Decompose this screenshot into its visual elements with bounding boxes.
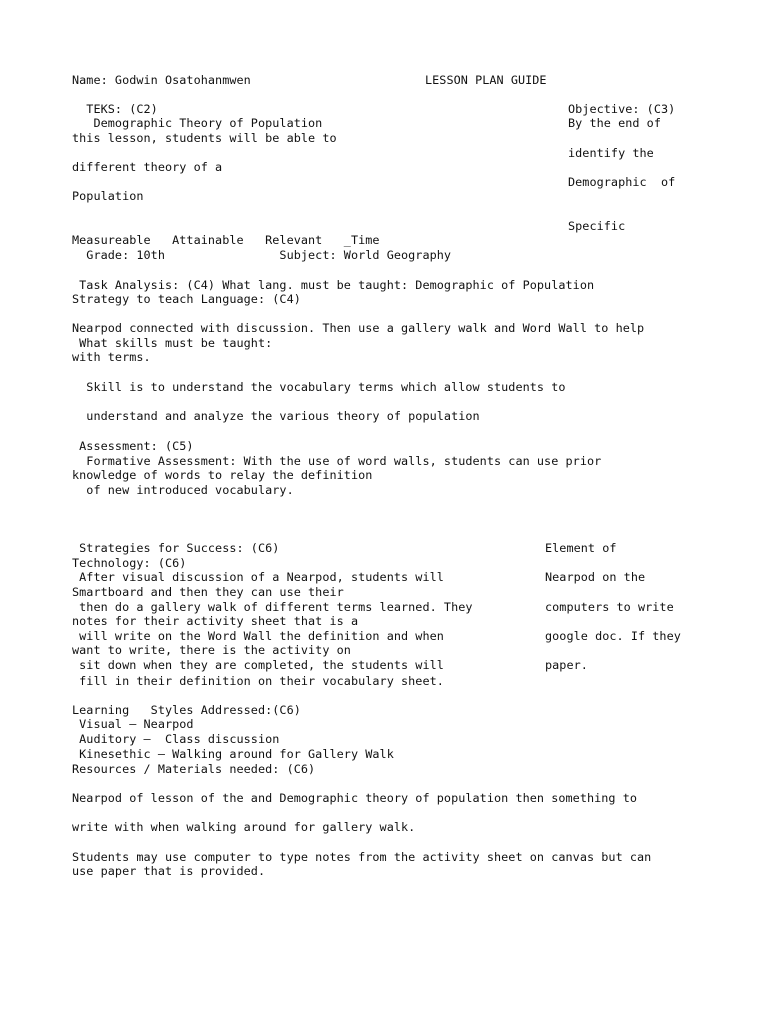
technology-line: Element of	[545, 541, 617, 555]
learning-style-item: Auditory – Class discussion	[72, 732, 280, 746]
body-line: different theory of a	[72, 160, 223, 174]
body-line: understand and analyze the various theory of population	[72, 409, 480, 423]
body-line: will write on the Word Wall the definition and when	[72, 629, 444, 643]
assessment-label: Assessment: (C5)	[72, 439, 194, 453]
skills-label: What skills must be taught:	[72, 336, 273, 350]
objective-line: identify the	[568, 146, 654, 160]
task-analysis: Task Analysis: (C4) What lang. must be taught: Demographic of Population	[72, 278, 595, 292]
body-line: Students may use computer to type notes from the activity sheet on canvas but can	[72, 850, 652, 864]
objective-label: Objective: (C3)	[568, 102, 676, 116]
body-line: After visual discussion of a Nearpod, students will	[72, 570, 444, 584]
learning-styles-label: Learning Styles Addressed:(C6)	[72, 703, 301, 717]
technology-line: paper.	[545, 658, 588, 672]
technology-line: google doc. If they	[545, 629, 681, 643]
teks-topic: Demographic Theory of Population	[72, 116, 323, 130]
objective-line: Demographic of	[568, 175, 676, 189]
body-line: use paper that is provided.	[72, 864, 266, 878]
learning-style-item: Kinesethic – Walking around for Gallery Walk	[72, 747, 394, 761]
learning-style-item: Visual – Nearpod	[72, 717, 194, 731]
body-line: Smartboard and then they can use their	[72, 585, 344, 599]
technology-line: Nearpod on the	[545, 570, 646, 584]
smart-criteria: Measureable Attainable Relevant _Time	[72, 233, 380, 247]
body-line: Population	[72, 189, 144, 203]
objective-line: By the end of	[568, 116, 661, 130]
body-line: Nearpod of lesson of the and Demographic theory of population then something to	[72, 791, 638, 805]
objective-line: Specific	[568, 219, 626, 233]
body-line: then do a gallery walk of different terms learned. They	[72, 600, 473, 614]
author-name: Name: Godwin Osatohanmwen	[72, 73, 251, 87]
body-line: write with when walking around for gallery walk.	[72, 820, 416, 834]
resources-label: Resources / Materials needed: (C6)	[72, 762, 316, 776]
technology-line: computers to write	[545, 600, 674, 614]
document-title: LESSON PLAN GUIDE	[425, 73, 547, 87]
body-line: this lesson, students will be able to	[72, 131, 337, 145]
body-line: fill in their definition on their vocabulary sheet.	[72, 674, 444, 688]
body-line: want to write, there is the activity on	[72, 643, 351, 657]
strategies-label: Strategies for Success: (C6)	[72, 541, 280, 555]
body-line: with terms.	[72, 350, 151, 364]
body-line: sit down when they are completed, the students will	[72, 658, 444, 672]
body-line: of new introduced vocabulary.	[72, 483, 294, 497]
body-line: Skill is to understand the vocabulary terms which allow students to	[72, 380, 566, 394]
grade-subject: Grade: 10th Subject: World Geography	[72, 248, 452, 262]
body-line: notes for their activity sheet that is a	[72, 614, 359, 628]
teks-label: TEKS: (C2)	[72, 102, 158, 116]
body-line: knowledge of words to relay the definition	[72, 468, 373, 482]
strategy-label: Strategy to teach Language: (C4)	[72, 292, 301, 306]
technology-label: Technology: (C6)	[72, 556, 187, 570]
body-line: Nearpod connected with discussion. Then use a gallery walk and Word Wall to help	[72, 321, 645, 335]
body-line: Formative Assessment: With the use of word walls, students can use prior	[72, 454, 602, 468]
